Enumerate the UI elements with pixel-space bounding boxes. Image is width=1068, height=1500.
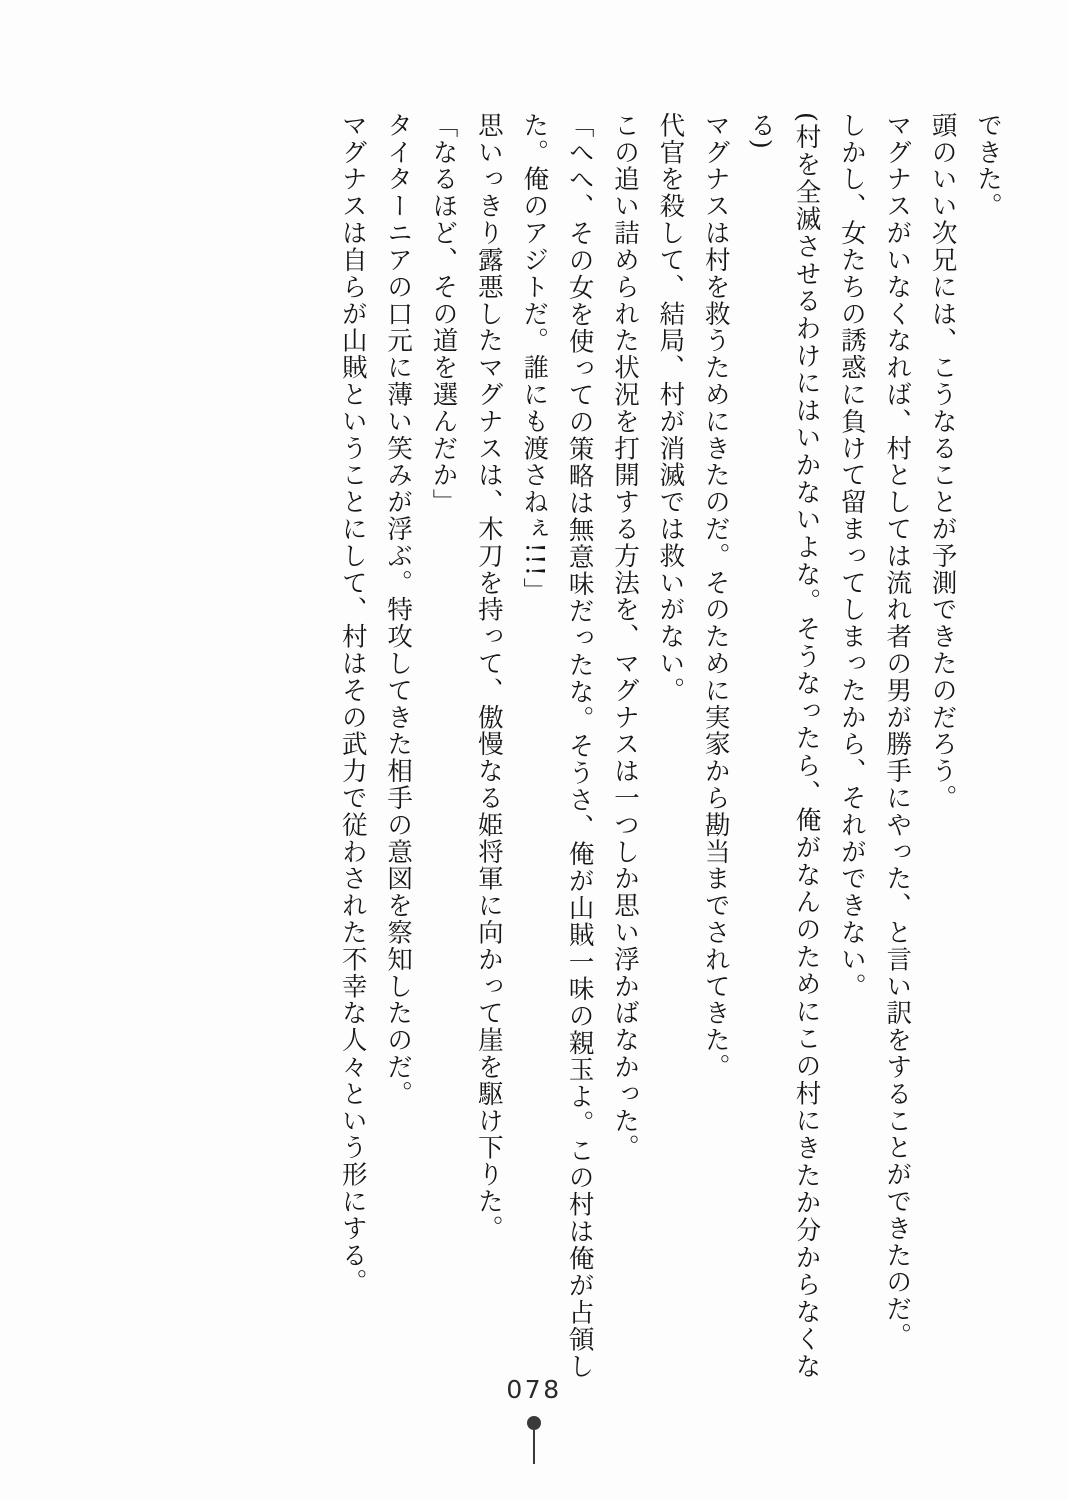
- paragraph: 「へへ、その女を使っての策略は無意味だったな。そうさ、俺が山賊一味の親玉よ。この村は俺が占領した。俺のアジトだ。誰にも渡さねぇ!!!」: [519, 112, 595, 1380]
- paragraph: 代官を殺して、結局、村が消滅では救いがない。: [655, 112, 686, 704]
- paragraph: マグナスがいなくなれば、村としては流れ者の男が勝手にやった、と言い訳をすることができたのだ。: [882, 112, 913, 1350]
- page-footer: [0, 1375, 1068, 1464]
- paragraph: タイターニアの口元に薄い笑みが浮ぶ。特攻してきた相手の意図を察知したのだ。: [383, 112, 414, 1108]
- paragraph: 思いっきり露悪したマグナスは、木刀を持って、傲慢なる姫将軍に向かって崖を駆け下りた。: [473, 112, 504, 1242]
- paragraph: 「なるほど、その道を選んだか」: [428, 112, 459, 516]
- body-text: [120, 112, 1010, 1380]
- footer-rule: [533, 1430, 535, 1464]
- paragraph: しかし、女たちの誘惑に負けて留まってしまったから、それができない。: [836, 112, 867, 1000]
- paragraph: (村を全滅させるわけにはいかないよな。そうなったら、俺がなんのためにこの村にきたか分からなくなる): [746, 112, 822, 1380]
- paragraph: 頭のいい次兄には、こうなることが予測できたのだろう。: [927, 112, 958, 812]
- paragraph: マグナスは自らが山賊ということにして、村はその武力で従わされた不幸な人々という形にする。: [337, 112, 368, 1296]
- paragraph: この追い詰められた状況を打開する方法を、マグナスは一つしか思い浮かばなかった。: [610, 112, 640, 1162]
- paragraph: マグナスは村を救うためにきたのだ。そのために実家から勘当までされてきた。: [700, 112, 731, 1081]
- page-number: 078: [506, 1375, 562, 1404]
- dot-marker-icon: [527, 1416, 541, 1430]
- paragraph: できた。: [973, 112, 1003, 220]
